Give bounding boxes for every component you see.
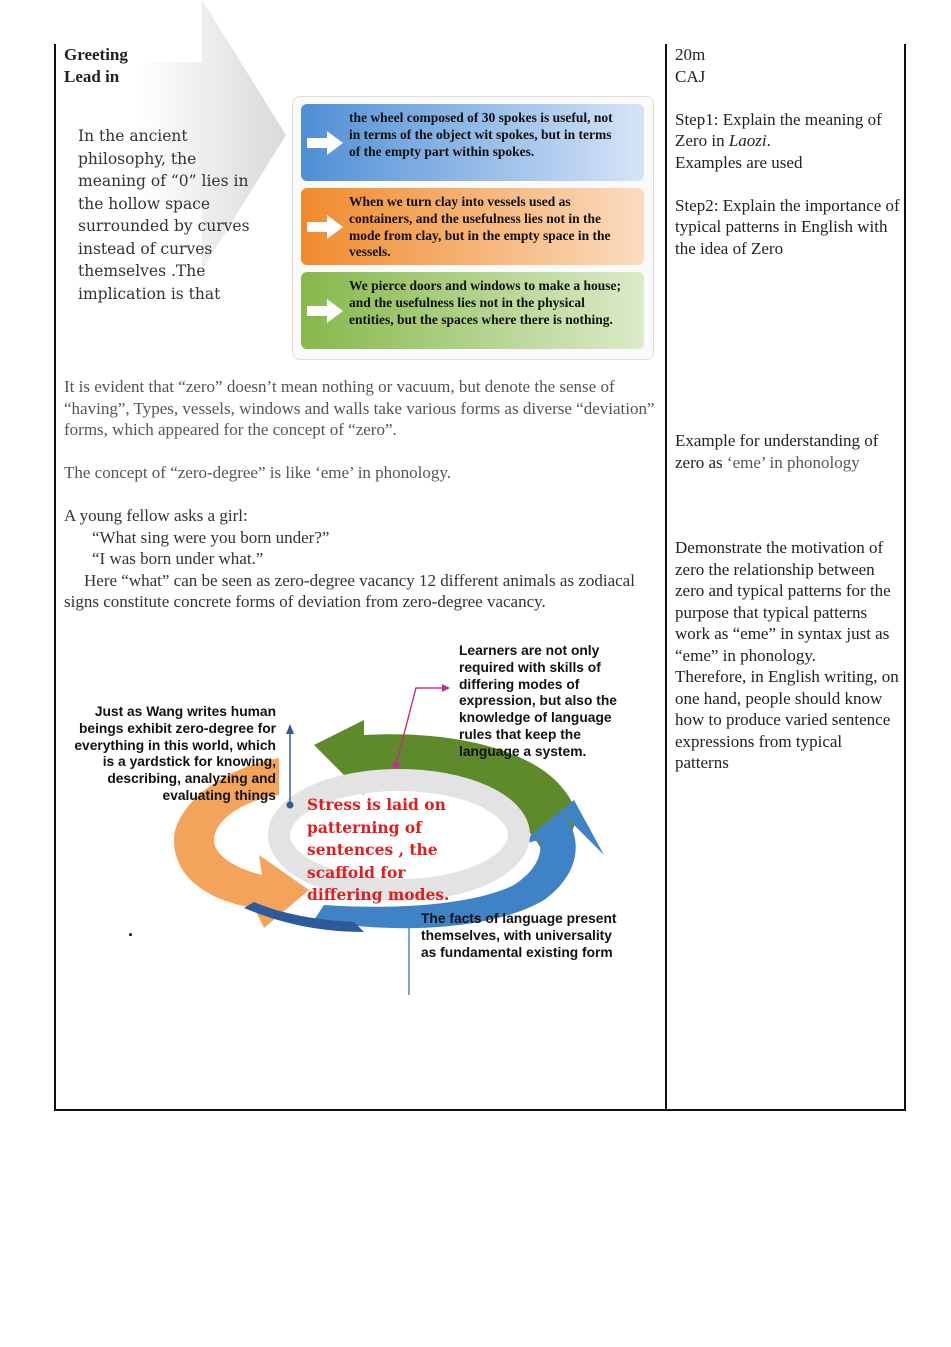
- right-column: [675, 44, 900, 259]
- arrow-right-icon: [307, 215, 343, 239]
- heading-lead-in: Lead in: [64, 66, 120, 86]
- left-body: [64, 376, 660, 613]
- therefore-text: Therefore, in English writing, on one hand, people should know how to produce varied sentence expressions from typical patterns: [675, 667, 899, 772]
- step1-period: .: [766, 131, 771, 150]
- step1-examples: Examples are used: [675, 152, 803, 172]
- band-clay-text: When we turn clay into vessels used as containers, and the usefulness lies not in the mode from clay, but in the empty space in the vessels.: [349, 194, 611, 260]
- demonstrate-sentence: Demonstrate the motivation of zero the relationship between zero and typical patterns for the purpose that typical patterns work as “eme” in syntax just as “eme” in phonology.: [675, 538, 891, 665]
- example-lead: Example for understanding of zero as: [675, 431, 879, 472]
- caption-stress: Stress is laid on patterning of sentences , the scaffold for differing modes.: [307, 795, 450, 904]
- step2-text: Step2: Explain the importance of typical patterns in English with the idea of Zero: [675, 195, 900, 258]
- band-doors-text: We pierce doors and windows to make a house; and the usefulness lies not in the physical entities, but the spaces where there is nothing.: [349, 278, 622, 327]
- step1-lead: Step1: Explain the meaning of Zero in: [675, 109, 882, 150]
- right-demonstrate: [675, 537, 900, 774]
- band-wheel-text: the wheel composed of 30 spokes is useful, not in terms of the object wit spokes, but in terms of the empty part within spokes.: [349, 110, 613, 159]
- paragraph-zero: It is evident that “zero” doesn’t mean nothing or vacuum, but denote the sense of “having”, Types, vessels, windows and walls take various forms as diverse “deviation” forms, which appeared for the concept of “zero”.: [64, 377, 655, 439]
- method-label: CAJ: [675, 66, 706, 86]
- band-doors: [301, 272, 644, 349]
- time-label: 20m: [675, 45, 706, 64]
- caption-facts: The facts of language present themselves, with universality as fundamental existing form: [421, 911, 617, 960]
- band-wheel: [301, 104, 644, 181]
- column-divider: [665, 44, 667, 1111]
- caption-learners: Learners are not only required with skills of differing modes of expression, but also the knowledge of language rules that keep the language a system.: [459, 643, 617, 759]
- demonstrate-text: [675, 537, 900, 666]
- arrow-right-icon: [307, 299, 343, 323]
- right-example: [675, 430, 900, 473]
- dialog-answer: “I was born under what.”: [92, 549, 264, 568]
- paragraph-dialog-intro: A young fellow asks a girl:: [64, 506, 248, 525]
- stray-dot: .: [128, 920, 134, 940]
- arrow-right-icon: [307, 131, 343, 155]
- step1-laozi: Laozi: [728, 131, 767, 150]
- arrow-text: In the ancient philosophy, the meaning of “0” lies in the hollow space surrounded by curves instead of curves themselves .The implication is that: [78, 127, 250, 303]
- step1-text: [675, 109, 900, 152]
- example-eme: ‘eme’ in phonology: [726, 452, 860, 472]
- heading-greeting: Greeting: [64, 45, 128, 64]
- band-clay: [301, 188, 644, 265]
- caption-wang: Just as Wang writes human beings exhibit zero-degree for everything in this world, which is a yardstick for knowing, describing, analyzing and evaluating things: [74, 704, 276, 803]
- dialog-question: “What sing were you born under?”: [92, 527, 330, 547]
- example-text: [675, 430, 900, 473]
- paragraph-vacancy: Here “what” can be seen as zero-degree vacancy 12 different animals as zodiacal signs constitute concrete forms of deviation from zero-degree vacancy.: [64, 570, 635, 611]
- paragraph-zero-degree: The concept of “zero-degree” is like ‘eme’ in phonology.: [64, 463, 452, 482]
